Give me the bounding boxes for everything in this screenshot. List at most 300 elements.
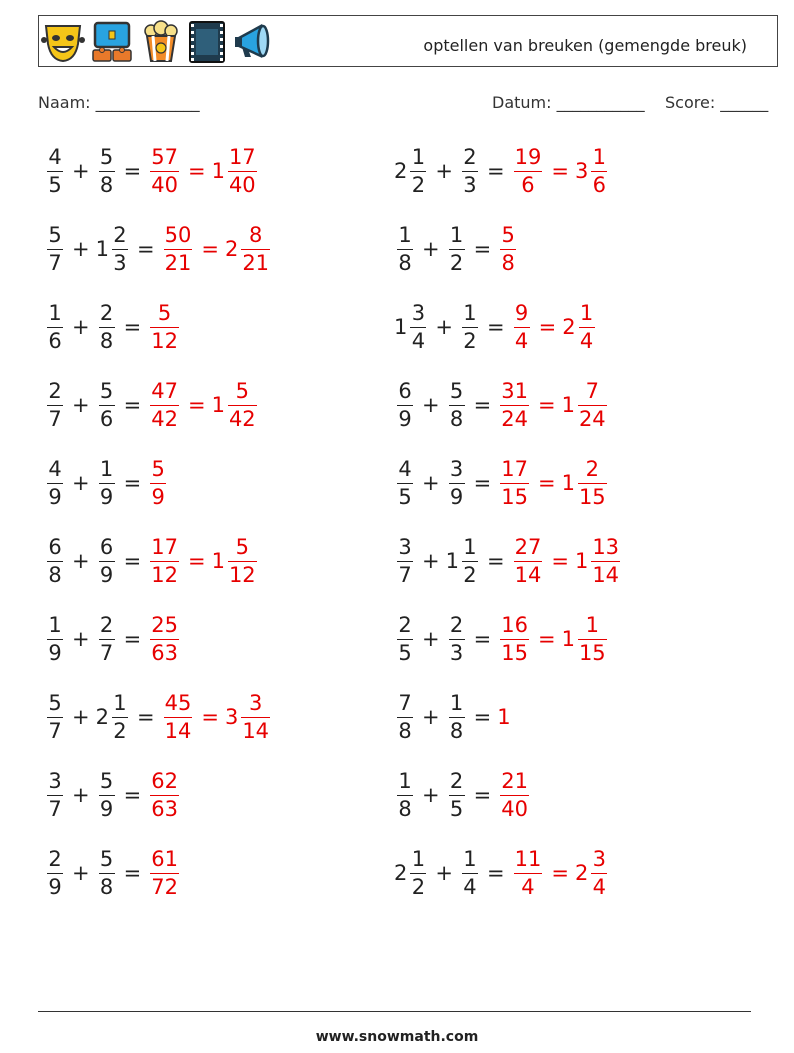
answer-mixed — [561, 612, 610, 665]
fraction — [99, 144, 115, 197]
fraction — [500, 612, 529, 665]
answer — [147, 846, 182, 899]
fraction — [164, 690, 193, 743]
addend-1 — [44, 612, 66, 665]
equals-sign: = — [486, 159, 505, 183]
whole-number: 3 — [574, 159, 589, 183]
plus-sign: + — [422, 549, 440, 573]
fraction — [410, 144, 426, 197]
answer — [497, 705, 510, 729]
footer-url: www.snowmath.com — [315, 1029, 479, 1045]
addend-2 — [446, 378, 468, 431]
addend-1 — [44, 222, 66, 275]
addend-2 — [96, 534, 118, 587]
answer-mixed — [211, 144, 260, 197]
whole-number: 2 — [394, 861, 408, 885]
denominator: 14 — [164, 718, 192, 743]
denominator: 24 — [578, 406, 606, 431]
fraction — [112, 222, 128, 275]
fraction — [150, 534, 179, 587]
denominator: 5 — [398, 640, 412, 665]
denominator: 5 — [398, 484, 412, 509]
plus-sign: + — [435, 861, 453, 885]
problem-row — [44, 834, 182, 912]
problem-row — [394, 756, 532, 834]
equals-sign: = — [473, 783, 492, 807]
fraction — [462, 300, 478, 353]
numerator: 62 — [151, 768, 178, 793]
equals-sign: = — [473, 393, 492, 417]
fraction — [578, 612, 607, 665]
fraction — [514, 846, 543, 899]
denominator: 9 — [99, 484, 114, 509]
numerator: 5 — [99, 144, 114, 169]
denominator: 40 — [501, 796, 528, 821]
numerator: 17 — [501, 456, 528, 481]
problem-row — [44, 522, 260, 600]
numerator: 3 — [248, 690, 263, 715]
denominator: 8 — [48, 562, 62, 587]
denominator: 2 — [411, 172, 426, 197]
problem-row — [394, 444, 610, 522]
fraction — [99, 534, 115, 587]
fraction — [500, 768, 529, 821]
addend-2 — [459, 144, 481, 197]
answer-mixed — [224, 222, 273, 275]
addend-1 — [394, 768, 416, 821]
fraction — [591, 144, 607, 197]
fraction — [500, 456, 529, 509]
numerator: 2 — [463, 144, 477, 169]
fraction — [47, 144, 63, 197]
answer-mixed — [561, 378, 610, 431]
fraction — [150, 612, 179, 665]
fraction — [47, 690, 63, 743]
denominator: 6 — [99, 406, 114, 431]
addend-1 — [394, 300, 429, 353]
numerator: 61 — [151, 846, 178, 871]
fraction — [47, 534, 63, 587]
answer — [497, 768, 532, 821]
problem-row — [44, 132, 260, 210]
numerator: 2 — [585, 456, 599, 481]
fraction — [500, 378, 529, 431]
addend-2 — [96, 300, 118, 353]
addend-2 — [445, 534, 481, 587]
numerator: 1 — [579, 300, 594, 325]
fraction — [99, 612, 115, 665]
addend-1 — [44, 300, 66, 353]
denominator: 9 — [398, 406, 412, 431]
answer-improper — [147, 456, 169, 509]
denominator: 5 — [48, 172, 62, 197]
denominator: 6 — [521, 172, 535, 197]
addend-2 — [446, 456, 468, 509]
problem-row — [394, 366, 610, 444]
denominator: 3 — [113, 250, 127, 275]
denominator: 6 — [48, 328, 62, 353]
fraction — [449, 690, 465, 743]
answer-mixed — [224, 690, 273, 743]
denominator: 24 — [501, 406, 528, 431]
numerator: 3 — [48, 768, 62, 793]
date-field: Datum: ___________ — [492, 93, 645, 112]
equals-sign: = — [123, 627, 142, 651]
equals-sign: = — [486, 549, 505, 573]
plus-sign: + — [422, 783, 440, 807]
denominator: 9 — [449, 484, 464, 509]
denominator: 9 — [48, 874, 62, 899]
plus-sign: + — [72, 627, 90, 651]
fraction — [410, 300, 426, 353]
answer — [511, 534, 623, 587]
fraction — [47, 300, 63, 353]
whole-number: 1 — [561, 627, 575, 651]
addend-1 — [394, 690, 416, 743]
numerator: 5 — [449, 378, 464, 403]
fraction — [449, 222, 465, 275]
fraction — [228, 378, 257, 431]
whole-number: 1 — [394, 315, 408, 339]
addend-2 — [446, 690, 468, 743]
addend-1 — [44, 768, 66, 821]
fraction — [164, 222, 193, 275]
numerator: 1 — [48, 612, 62, 637]
fraction — [99, 300, 115, 353]
popcorn-icon — [141, 20, 181, 64]
answer-improper — [497, 768, 532, 821]
answer — [147, 300, 182, 353]
numerator: 1 — [398, 768, 412, 793]
equals-sign: = — [551, 549, 569, 573]
numerator: 1 — [585, 612, 599, 637]
answer — [511, 300, 598, 353]
plus-sign: + — [72, 315, 90, 339]
numerator: 2 — [48, 378, 62, 403]
name-field: Naam: _____________ — [38, 93, 200, 112]
whole-number: 1 — [561, 471, 575, 495]
addend-1 — [394, 846, 429, 899]
fraction — [449, 378, 465, 431]
equals-sign: = — [187, 393, 206, 417]
plus-sign: + — [422, 627, 440, 651]
equals-sign: = — [123, 315, 142, 339]
equals-sign: = — [136, 237, 155, 261]
addend-1 — [394, 456, 416, 509]
denominator: 4 — [411, 328, 426, 353]
numerator: 1 — [592, 144, 606, 169]
equals-sign: = — [551, 159, 569, 183]
answer-mixed — [574, 846, 610, 899]
whole-number: 2 — [95, 705, 109, 729]
denominator: 8 — [99, 328, 114, 353]
denominator: 8 — [501, 250, 515, 275]
problem-row — [394, 210, 519, 288]
numerator: 47 — [151, 378, 178, 403]
numerator: 5 — [99, 378, 114, 403]
answer-improper — [161, 690, 196, 743]
addend-1 — [394, 144, 429, 197]
fraction — [99, 378, 115, 431]
fraction — [462, 144, 478, 197]
fraction — [241, 222, 270, 275]
problem-row — [394, 522, 623, 600]
addend-2 — [459, 300, 481, 353]
fraction — [228, 534, 257, 587]
addend-2 — [459, 846, 481, 899]
numerator: 9 — [514, 300, 529, 325]
denominator: 15 — [578, 484, 606, 509]
answer-mixed — [574, 534, 623, 587]
whole-number: 2 — [562, 315, 576, 339]
answer-mixed — [574, 144, 610, 197]
fraction — [397, 690, 413, 743]
addend-1 — [394, 378, 416, 431]
answer — [497, 612, 609, 665]
addend-1 — [44, 144, 66, 197]
fraction — [449, 768, 465, 821]
denominator: 42 — [228, 406, 256, 431]
denominator: 5 — [449, 796, 464, 821]
fraction — [47, 222, 63, 275]
fraction — [397, 378, 413, 431]
addend-2 — [95, 222, 131, 275]
numerator: 1 — [398, 222, 412, 247]
answer — [511, 846, 611, 899]
denominator: 12 — [228, 562, 256, 587]
denominator: 8 — [398, 250, 412, 275]
fraction — [514, 300, 530, 353]
equals-sign: = — [123, 549, 142, 573]
equals-sign: = — [123, 783, 142, 807]
fraction — [47, 846, 63, 899]
fraction — [514, 534, 543, 587]
fraction — [397, 612, 413, 665]
answer-improper — [511, 300, 533, 353]
answer-improper — [511, 846, 546, 899]
numerator: 5 — [235, 534, 249, 559]
answer-improper — [147, 846, 182, 899]
numerator: 16 — [501, 612, 528, 637]
fraction — [150, 378, 179, 431]
score-field: Score: ______ — [665, 93, 769, 112]
numerator: 5 — [48, 690, 62, 715]
answer — [147, 768, 182, 821]
problem-row — [394, 600, 610, 678]
numerator: 6 — [99, 534, 114, 559]
numerator: 25 — [151, 612, 178, 637]
header-box — [38, 15, 778, 67]
denominator: 7 — [99, 640, 114, 665]
problem-row — [44, 288, 182, 366]
fraction — [579, 300, 595, 353]
worksheet-title: optellen van breuken (gemengde breuk) — [423, 36, 747, 55]
numerator: 7 — [398, 690, 412, 715]
answer-improper — [147, 534, 182, 587]
equals-sign: = — [538, 315, 557, 339]
fraction — [591, 846, 607, 899]
addend-2 — [96, 456, 118, 509]
whole-number: 1 — [211, 159, 225, 183]
numerator: 5 — [501, 222, 515, 247]
denominator: 3 — [449, 640, 464, 665]
numerator: 27 — [514, 534, 542, 559]
denominator: 7 — [398, 562, 412, 587]
fraction — [397, 222, 413, 275]
equals-sign: = — [537, 393, 556, 417]
equals-sign: = — [201, 237, 219, 261]
denominator: 8 — [398, 718, 412, 743]
plus-sign: + — [72, 393, 90, 417]
plus-sign: + — [72, 159, 90, 183]
denominator: 14 — [242, 718, 270, 743]
denominator: 9 — [99, 562, 114, 587]
plus-sign: + — [435, 159, 453, 183]
fraction — [462, 846, 478, 899]
denominator: 7 — [48, 250, 62, 275]
answer-improper — [147, 378, 182, 431]
answer-improper — [511, 534, 546, 587]
denominator: 14 — [592, 562, 620, 587]
addend-1 — [394, 612, 416, 665]
fraction — [47, 768, 63, 821]
denominator: 72 — [151, 874, 178, 899]
fraction — [514, 144, 543, 197]
fraction — [397, 456, 413, 509]
answer — [147, 612, 182, 665]
denominator: 2 — [463, 328, 477, 353]
numerator: 3 — [398, 534, 412, 559]
addend-1 — [44, 378, 66, 431]
answer-improper — [147, 144, 182, 197]
numerator: 57 — [151, 144, 178, 169]
whole-number: 1 — [211, 393, 225, 417]
numerator: 2 — [99, 300, 114, 325]
whole-number: 2 — [224, 237, 239, 261]
equals-sign: = — [486, 315, 505, 339]
numerator: 4 — [398, 456, 412, 481]
problem-row — [44, 600, 182, 678]
numerator: 1 — [99, 456, 114, 481]
equals-sign: = — [123, 159, 142, 183]
equals-sign: = — [473, 705, 492, 729]
equals-sign: = — [187, 159, 206, 183]
problem-row — [394, 132, 610, 210]
problem-row — [44, 756, 182, 834]
numerator: 1 — [48, 300, 62, 325]
numerator: 1 — [463, 300, 477, 325]
denominator: 3 — [463, 172, 477, 197]
fraction — [241, 690, 270, 743]
whole-number: 2 — [574, 861, 589, 885]
answer — [147, 378, 259, 431]
numerator: 5 — [99, 846, 114, 871]
denominator: 9 — [151, 484, 165, 509]
fraction — [150, 846, 179, 899]
answer — [497, 456, 609, 509]
addend-2 — [446, 768, 468, 821]
answer-improper — [511, 144, 546, 197]
denominator: 9 — [99, 796, 114, 821]
numerator: 5 — [235, 378, 249, 403]
addend-2 — [96, 378, 118, 431]
numerator: 6 — [398, 378, 412, 403]
equals-sign: = — [123, 861, 142, 885]
fraction — [150, 300, 179, 353]
whole-number: 1 — [445, 549, 459, 573]
addend-1 — [394, 222, 416, 275]
answer-mixed — [211, 378, 260, 431]
numerator: 17 — [151, 534, 178, 559]
addend-2 — [95, 690, 131, 743]
fraction — [47, 612, 63, 665]
numerator: 13 — [592, 534, 620, 559]
numerator: 5 — [99, 768, 114, 793]
answer-whole: 1 — [497, 705, 511, 729]
numerator: 45 — [164, 690, 192, 715]
addend-2 — [446, 612, 468, 665]
answer — [497, 222, 519, 275]
numerator: 8 — [248, 222, 263, 247]
equals-sign: = — [473, 471, 492, 495]
answer — [511, 144, 611, 197]
addend-2 — [96, 768, 118, 821]
denominator: 15 — [578, 640, 606, 665]
denominator: 2 — [113, 718, 127, 743]
numerator: 3 — [592, 846, 606, 871]
denominator: 4 — [592, 874, 606, 899]
whole-number: 2 — [394, 159, 408, 183]
answer-improper — [497, 222, 519, 275]
whole-number: 1 — [211, 549, 225, 573]
denominator: 4 — [579, 328, 594, 353]
numerator: 5 — [151, 456, 165, 481]
equals-sign: = — [201, 705, 219, 729]
fraction — [591, 534, 620, 587]
whole-number: 1 — [561, 393, 575, 417]
denominator: 4 — [463, 874, 477, 899]
plus-sign: + — [422, 393, 440, 417]
fraction — [228, 144, 257, 197]
denominator: 8 — [449, 718, 464, 743]
denominator: 2 — [449, 250, 464, 275]
whole-number: 1 — [574, 549, 589, 573]
numerator: 1 — [449, 222, 464, 247]
denominator: 15 — [501, 640, 528, 665]
denominator: 21 — [164, 250, 192, 275]
problem-row — [394, 288, 598, 366]
addend-2 — [446, 222, 468, 275]
numerator: 1 — [113, 690, 127, 715]
denominator: 8 — [449, 406, 464, 431]
answer — [147, 534, 259, 587]
numerator: 21 — [501, 768, 528, 793]
denominator: 14 — [514, 562, 542, 587]
theater-mask-icon — [41, 20, 85, 64]
addend-1 — [44, 846, 66, 899]
fraction — [99, 846, 115, 899]
denominator: 42 — [151, 406, 178, 431]
denominator: 9 — [48, 640, 62, 665]
denominator: 8 — [99, 172, 114, 197]
fraction — [99, 456, 115, 509]
plus-sign: + — [422, 705, 440, 729]
fraction — [578, 378, 607, 431]
answer-improper — [147, 612, 182, 665]
equals-sign: = — [537, 471, 556, 495]
equals-sign: = — [486, 861, 505, 885]
numerator: 4 — [48, 456, 62, 481]
